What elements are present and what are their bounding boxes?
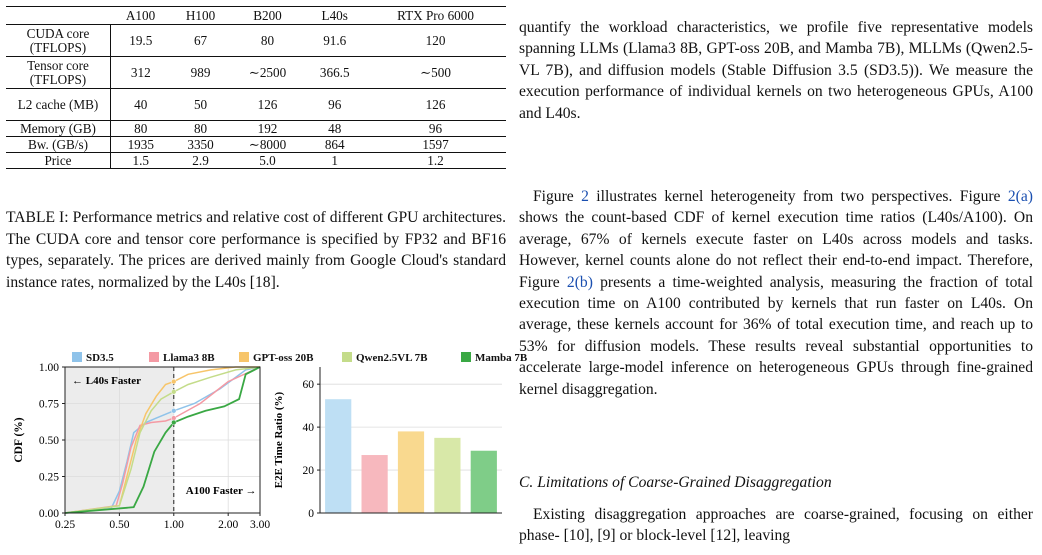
section-heading: C. Limitations of Coarse-Grained Disaggregation (519, 474, 832, 491)
x-tick-label: 1.00 (163, 519, 184, 531)
intersection-dot (171, 389, 176, 394)
y-tick-label: 40 (302, 422, 314, 435)
table-cell: 1597 (365, 137, 506, 153)
intersection-dot (171, 416, 176, 421)
table-cell: 96 (365, 121, 506, 137)
table-row (6, 121, 506, 137)
legend-label: Mamba 7B (475, 352, 528, 364)
table-cell: 80 (171, 121, 231, 137)
table-cell: 19.5 (111, 25, 171, 57)
table-row (6, 137, 506, 153)
table-cell: ∼8000 (231, 137, 305, 153)
table-row (6, 89, 506, 121)
x-tick-label: 2.00 (218, 519, 239, 531)
row-label: Price (6, 153, 111, 169)
figure-ref-link[interactable]: 2(b) (566, 273, 593, 291)
table-cell: 40 (111, 89, 171, 121)
legend-swatch (239, 352, 249, 362)
legend-label: GPT-oss 20B (253, 352, 314, 364)
gpu-spec-table (6, 6, 506, 169)
table-cell: 67 (171, 25, 231, 57)
table-cell: 989 (171, 57, 231, 89)
legend-label: Qwen2.5VL 7B (356, 352, 428, 364)
bar-qwen2-5vl-7b (434, 438, 460, 513)
y-tick-label: 60 (302, 379, 314, 392)
row-label: CUDA core (TFLOPS) (6, 25, 111, 57)
text-run: illustrates kernel heterogeneity from two perspectives. Figure (588, 188, 1008, 205)
figure-ref-link[interactable]: 2(a) (1007, 188, 1033, 205)
table-header-cell: RTX Pro 6000 (365, 7, 506, 25)
table-cell: 120 (365, 25, 506, 57)
table-cell: 1.2 (365, 153, 506, 169)
bar-mamba-7b (471, 451, 497, 513)
y-tick-label: 20 (302, 465, 314, 478)
x-tick-label: 3.00 (249, 519, 271, 531)
table-cell: 80 (231, 25, 305, 57)
y-tick-label: 1.00 (38, 362, 59, 374)
table-row (6, 153, 506, 169)
table-header-cell: L40s (304, 7, 365, 25)
table-cell: 192 (231, 121, 305, 137)
legend-swatch (72, 352, 82, 362)
table-row (6, 57, 506, 89)
table-cell: 2.9 (171, 153, 231, 169)
table-header-cell: B200 (231, 7, 305, 25)
row-label: Tensor core (TFLOPS) (6, 57, 111, 89)
table-cell: 126 (231, 89, 305, 121)
y-tick-label: 0.25 (38, 471, 59, 484)
table-cell: 3350 (171, 137, 231, 153)
intersection-dot (171, 408, 176, 413)
legend-swatch (461, 352, 471, 362)
y-axis-label: CDF (%) (13, 417, 25, 463)
table-header-cell: H100 (171, 7, 231, 25)
table-cell: 1935 (111, 137, 171, 153)
legend-label: SD3.5 (86, 352, 114, 364)
table-header-cell (6, 7, 111, 25)
table-cell: 366.5 (304, 57, 365, 89)
row-label: Memory (GB) (6, 121, 111, 137)
legend-swatch (342, 352, 352, 362)
row-label: L2 cache (MB) (6, 89, 111, 121)
bar-sd3-5 (325, 399, 351, 513)
bar-llama3-8b (361, 455, 387, 513)
table-cell: 1.5 (111, 153, 171, 169)
table-cell: 1 (304, 153, 365, 169)
paragraph: Existing disaggregation approaches are coarse-grained, focusing on either phase- [10], [9] or block-level [12], leaving (519, 506, 1033, 545)
y-tick-label: 0.50 (38, 435, 59, 447)
table-cell: 96 (304, 89, 365, 121)
paragraph (519, 186, 1033, 400)
table-cell: 126 (365, 89, 506, 121)
paragraph: quantify the workload characteristics, we profile five representative models spanning LLMs (Llama3 8B, GPT-oss 20B, and Mamba 7B), MLLMs (Qwen2.5-VL 7B), and diffusion models (Stable Diffusion 3.5 (SD3.5)). We measure the execution performance of individual kernels on two heterogeneous GPUs, A100 and L40s. (519, 19, 1033, 122)
row-label: Bw. (GB/s) (6, 137, 111, 153)
table-cell: 91.6 (304, 25, 365, 57)
legend-swatch (149, 352, 159, 362)
table-cell: ∼500 (365, 57, 506, 89)
table-header-cell: A100 (111, 7, 171, 25)
table-cell: 5.0 (231, 153, 305, 169)
y-tick-label: 0.75 (38, 398, 59, 411)
text-run: presents a time-weighted analysis, measuring the fraction of total execution time on A100 contributed by kernels that run faster on L40s. On average, these kernels account for 36% of total execution time, and reach up to 53% for diffusion models. These results reveal substantial opportunities to accelerate large-model inference on heterogeneous GPUs through fine-grained kernel disaggregation. (519, 273, 1033, 398)
table-cell: 50 (171, 89, 231, 121)
figure-2 (6, 345, 528, 550)
text-run: shows the count-based CDF of kernel execution time ratios (L40s/A100). On average, 67% of kernels execute faster on L40s across models and tasks. However, kernel counts alone do not reflect their end-to-end impact. Therefore, Figure (519, 209, 1033, 291)
y-tick-label: 0 (308, 508, 314, 520)
table-caption: TABLE I: Performance metrics and relative cost of different GPU architectures. The CUDA core and tensor core performance is specified by FP32 and BF16 types, separately. The prices are derived mainly from Google Cloud's standard instance rates, normalized by the L40s [18]. (6, 209, 506, 291)
figure-ref-link[interactable]: 2 (581, 188, 589, 205)
legend-label: Llama3 8B (163, 352, 215, 364)
table-row (6, 25, 506, 57)
y-axis-label: E2E Time Ratio (%) (273, 391, 285, 489)
table-cell: 80 (111, 121, 171, 137)
y-tick-label: 0.00 (38, 508, 59, 520)
x-tick-label: 0.50 (109, 519, 130, 531)
intersection-dot (171, 420, 176, 425)
table-cell: 312 (111, 57, 171, 89)
table-cell: 864 (304, 137, 365, 153)
bar-gpt-oss-20b (398, 431, 424, 513)
annotation-a100-faster: A100 Faster → (185, 485, 257, 498)
text-run: Figure (533, 188, 582, 205)
table-cell: ∼2500 (231, 57, 305, 89)
annotation-l40s-faster: ← L40s Faster (72, 375, 142, 387)
table-header-row (6, 7, 506, 25)
intersection-dot (171, 379, 176, 384)
figure-svg (6, 345, 528, 550)
x-tick-label: 0.25 (54, 519, 76, 531)
table-cell: 48 (304, 121, 365, 137)
